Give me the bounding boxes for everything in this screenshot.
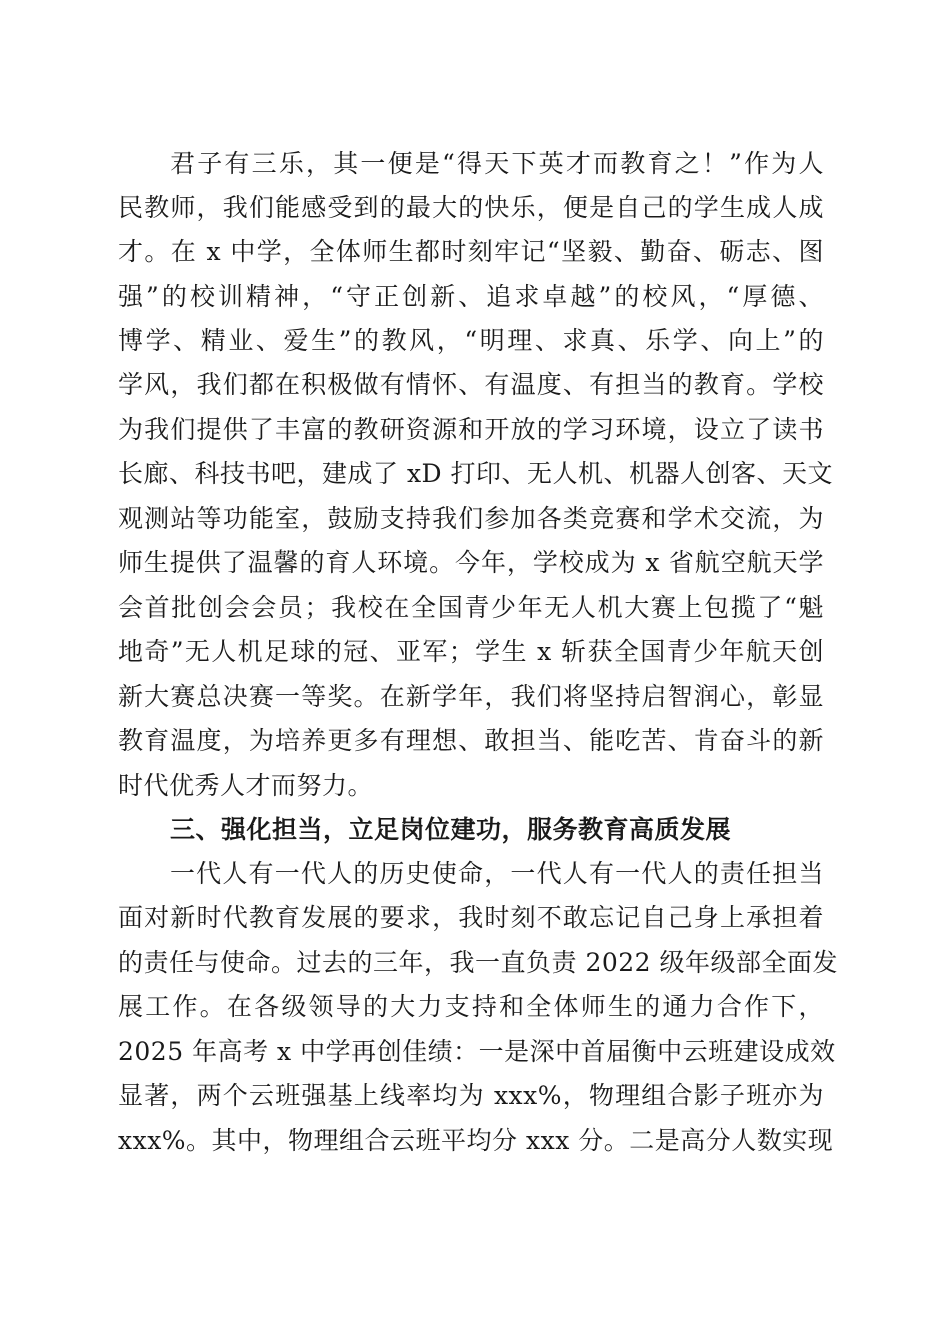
paragraph-1-line-4: 强”的校训精神，“守正创新、追求卓越”的校风，“厚德、 xyxy=(118,282,824,311)
paragraph-1-line-7: 为我们提供了丰富的教研资源和开放的学习环境，设立了读书 xyxy=(118,415,824,444)
paragraph-1-line-10: 师生提供了温馨的育人环境。今年，学校成为 x 省航空航天学 xyxy=(118,548,824,577)
section-heading: 三、强化担当，立足岗位建功，服务教育高质发展 xyxy=(170,815,732,844)
paragraph-1-line-8: 长廊、科技书吧，建成了 xD 打印、无人机、机器人创客、天文 xyxy=(118,459,834,488)
paragraph-1-line-6: 学风，我们都在积极做有情怀、有温度、有担当的教育。学校 xyxy=(118,370,824,399)
paragraph-1-line-5: 博学、精业、爱生”的教风，“明理、求真、乐学、向上”的 xyxy=(118,326,824,355)
paragraph-1-line-15: 时代优秀人才而努力。 xyxy=(118,771,374,800)
paragraph-1-line-14: 教育温度，为培养更多有理想、敢担当、能吃苦、肯奋斗的新 xyxy=(118,726,824,755)
paragraph-2-line-7: xxx%。其中，物理组合云班平均分 xxx 分。二是高分人数实现 xyxy=(118,1126,834,1155)
paragraph-2-line-4: 展工作。在各级领导的大力支持和全体师生的通力合作下， xyxy=(118,992,824,1021)
paragraph-1-line-3: 才。在 x 中学，全体师生都时刻牢记“坚毅、勤奋、砺志、图 xyxy=(118,237,824,266)
paragraph-1-line-2: 民教师，我们能感受到的最大的快乐，便是自己的学生成人成 xyxy=(118,193,824,222)
paragraph-2-line-6: 显著，两个云班强基上线率均为 xxx%，物理组合影子班亦为 xyxy=(118,1081,824,1110)
paragraph-1-line-12: 地奇”无人机足球的冠、亚军；学生 x 斩获全国青少年航天创 xyxy=(118,637,824,666)
paragraph-1-line-1: 君子有三乐，其一便是“得天下英才而教育之！”作为人 xyxy=(170,149,824,178)
paragraph-2-line-5: 2025 年高考 x 中学再创佳绩：一是深中首届衡中云班建设成效 xyxy=(118,1037,836,1066)
paragraph-1-line-9: 观测站等功能室，鼓励支持我们参加各类竞赛和学术交流，为 xyxy=(118,504,824,533)
paragraph-1-line-13: 新大赛总决赛一等奖。在新学年，我们将坚持启智润心，彰显 xyxy=(118,682,824,711)
paragraph-2-line-3: 的责任与使命。过去的三年，我一直负责 2022 级年级部全面发 xyxy=(118,948,839,977)
paragraph-2-line-1: 一代人有一代人的历史使命，一代人有一代人的责任担当 xyxy=(170,859,824,888)
paragraph-1-line-11: 会首批创会会员；我校在全国青少年无人机大赛上包揽了“魁 xyxy=(118,593,824,622)
paragraph-2-line-2: 面对新时代教育发展的要求，我时刻不敢忘记自己身上承担着 xyxy=(118,903,824,932)
